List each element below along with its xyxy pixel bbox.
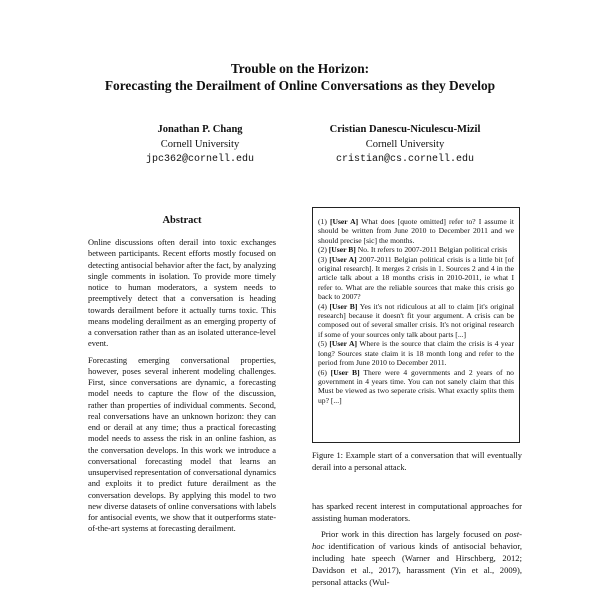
conversation-turn: (4) [User B] Yes it's not ridiculous at all to claim [it's original research] because it doesn't fit your argument. A crisis can be composed out of several smaller crisis. It's not original research if some of your sources only talk about parts [...] xyxy=(318,301,514,339)
intro-fragment: has sparked recent interest in computational approaches for assisting human moderators. xyxy=(312,501,522,523)
abstract-paragraph-1: Online discussions often derail into toxic exchanges between participants. Recent efforts mostly focused on detecting antisocial behavior after the fact, by analyzing single comments in isolation. To provide more timely notice to human moderators, a system needs to preemptively detect that a conversation is heading towards derailment before it actually turns toxic. This means modeling derailment as an emerging property of a conversation rather than as an isolated utterance-level event. xyxy=(88,238,276,349)
conversation-turn: (3) [User A] 2007-2011 Belgian political crisis is a little bit [of original research]. It merges 2 crisis in 1. Sources 2 and 4 in the article talk about a 18 months crisis in 2010-2011, ie what I refer to. What are the reliable sources that make this crisis go back to 2007? xyxy=(318,254,514,302)
intro-paragraph: Prior work in this direction has largely focused on post-hoc identification of various kinds of antisocial behavior, including hate speech (Warner and Hirschberg, 2012; Davidson et al., 2017), harassment (Yin et al., 2009), personal attacks (Wul- xyxy=(312,529,522,587)
author-name: Jonathan P. Chang xyxy=(157,124,243,135)
title-line-2: Forecasting the Derailment of Online Conversations as they Develop xyxy=(104,78,496,93)
intro-body xyxy=(312,500,522,592)
author-affiliation: Cornell University xyxy=(160,139,240,150)
author-email: jpc362@cornell.edu xyxy=(145,154,255,165)
author-block-2 xyxy=(300,122,510,167)
abstract-heading: Abstract xyxy=(162,215,202,226)
abstract-body xyxy=(88,237,276,540)
author-affiliation: Cornell University xyxy=(365,139,445,150)
conversation-turn: (5) [User A] Where is the source that claim the crisis is 4 year long? Sources state claim it is 18 month long and refer to the period from June 2010 to December 2011. xyxy=(318,339,514,368)
conversation-turn: (2) [User B] No. It refers to 2007-2011 Belgian political crisis xyxy=(318,245,508,255)
author-name: Cristian Danescu-Niculescu-Mizil xyxy=(329,124,481,135)
abstract-paragraph-2: Forecasting emerging conversational properties, however, poses several inherent modeling challenges. First, since conversations are dynamic, a forecasting model needs to capture the flow of the discussion, rather than properties of individual comments. Second, real conversations have an unknown horizon: they can end or derail at any time; thus a practical forecasting model needs to assess the risk in an online fashion, as the conversation develops. In this work we introduce a conversational forecasting model that learns an unsupervised representation of conversational dynamics and exploits it to predict future derailment as the conversation develops. By applying this model to two new diverse datasets of online conversations with labels for antisocial events, we show that it outperforms state-of-the-art systems at forecasting derailment. xyxy=(88,355,276,534)
title-line-1: Trouble on the Horizon: xyxy=(230,61,370,76)
paper-title xyxy=(0,60,600,94)
conversation-turn: (6) [User B] There were 4 governments and 2 years of no government in 4 years time. You can not sanely claim that this Must be viewed as two seperate crisis. What exactly splits them up? [...] xyxy=(318,367,514,405)
figure-caption: Figure 1: Example start of a conversation that will eventually derail into a personal attack. xyxy=(312,451,522,472)
author-block-1 xyxy=(110,122,290,167)
figure-conversation-box xyxy=(312,207,520,443)
author-email: cristian@cs.cornell.edu xyxy=(335,154,475,165)
conversation-turn: (1) [User A] What does [quote omitted] refer to? I assume it should be written from June 2010 to December 2011 and we should precise [sic] the months. xyxy=(318,217,514,245)
